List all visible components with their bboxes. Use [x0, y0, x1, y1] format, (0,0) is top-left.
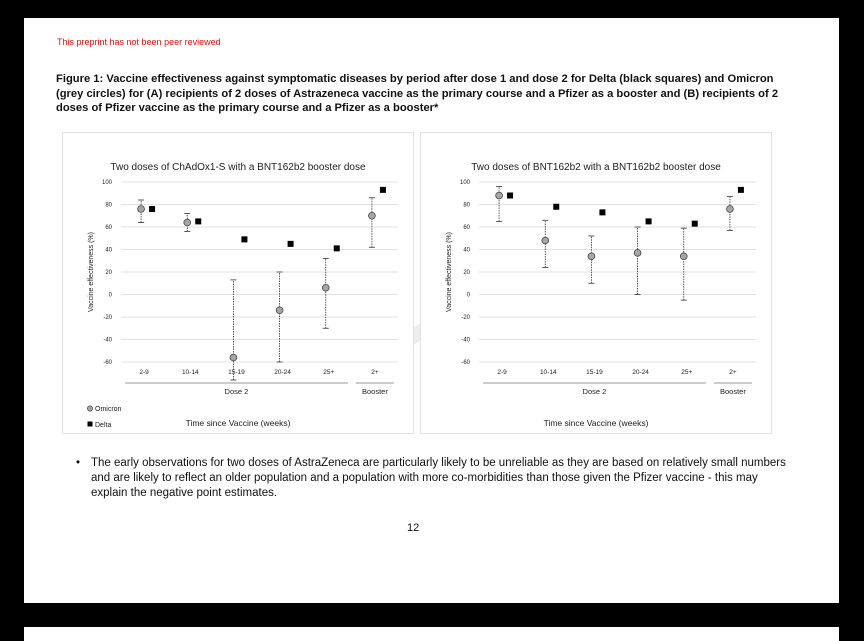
- delta-point: [599, 209, 605, 215]
- omicron-point: [680, 253, 687, 260]
- group-label: Booster: [361, 387, 388, 396]
- omicron-point: [138, 206, 145, 213]
- bullet-icon: •: [76, 457, 81, 469]
- delta-point: [553, 204, 559, 210]
- group-label: Dose 2: [582, 387, 607, 396]
- chart-a-svg: [63, 133, 413, 433]
- delta-point: [195, 218, 201, 224]
- note-text: The early observations for two doses of AstraZeneca are particularly likely to be unreliable as they are based on relatively small numbers and are likely to reflect an older population and a population with more co-morbidities than those given the Pfizer vaccine - this may explain the negative point estimates.: [91, 457, 786, 499]
- delta-point: [380, 187, 386, 193]
- delta-point: [288, 241, 294, 247]
- group-label: Dose 2: [224, 387, 249, 396]
- omicron-point: [322, 284, 329, 291]
- x-tick-label: 10-14: [539, 369, 557, 376]
- y-axis-label: Vaccine effectiveness (%): [446, 232, 453, 312]
- y-tick-label: 80: [105, 202, 112, 209]
- y-tick-label: 0: [108, 292, 112, 299]
- x-tick-label: 15-19: [586, 369, 603, 376]
- y-tick-label: 100: [459, 180, 470, 186]
- x-tick-label: 15-19: [228, 369, 245, 376]
- y-tick-label: 40: [105, 247, 112, 254]
- y-tick-label: 0: [466, 292, 470, 299]
- omicron-point: [588, 253, 595, 260]
- delta-point: [692, 221, 698, 227]
- y-tick-label: -40: [103, 337, 112, 344]
- y-tick-label: -20: [461, 315, 470, 321]
- y-tick-label: 20: [463, 270, 470, 276]
- omicron-point: [542, 237, 549, 244]
- delta-point: [334, 245, 340, 251]
- group-label: Booster: [719, 387, 746, 396]
- x-tick-label: 2+: [729, 369, 737, 376]
- figure-caption: Figure 1: Vaccine effectiveness against symptomatic diseases by period after dose 1 and dose 2 for Delta (black squares) and Omicron (grey circles) for (A) recipients of 2 doses of Astrazeneca vaccine as the primary course and a Pfizer as a booster and (B) recipients of 2 doses of Pfizer vaccine as the primary course and a Pfizer as a booster*: [56, 73, 779, 114]
- x-axis-label: Time since Vaccine (weeks): [185, 418, 291, 428]
- y-tick-label: -60: [461, 360, 470, 366]
- y-tick-label: 60: [463, 225, 470, 231]
- legend-delta-marker: [88, 422, 93, 427]
- x-tick-label: 25+: [681, 369, 693, 376]
- omicron-point: [496, 192, 503, 199]
- legend-omicron-label: Omicron: [95, 406, 122, 413]
- x-tick-label: 25+: [323, 369, 335, 376]
- x-tick-label: 2+: [371, 369, 379, 376]
- y-tick-label: -20: [103, 315, 112, 321]
- delta-point: [646, 218, 652, 224]
- page-number: 12: [407, 522, 420, 534]
- y-tick-label: 20: [105, 270, 112, 276]
- omicron-point: [369, 212, 376, 219]
- legend-delta-label: Delta: [95, 422, 112, 429]
- omicron-point: [276, 307, 283, 314]
- omicron-point: [634, 249, 641, 256]
- x-axis-label: Time since Vaccine (weeks): [543, 418, 649, 428]
- chart-panel-b: [420, 132, 772, 434]
- delta-point: [507, 193, 513, 199]
- chart-b-svg: [421, 133, 771, 433]
- y-tick-label: 80: [463, 202, 470, 209]
- chart-title: Two doses of ChAdOx1-S with a BNT162b2 booster dose: [110, 162, 366, 173]
- preprint-notice: This preprint has not been peer reviewed: [57, 37, 221, 47]
- y-axis-label: Vaccine effectiveness (%): [88, 232, 95, 312]
- next-page-edge: [24, 627, 839, 641]
- x-tick-label: 10-14: [181, 369, 199, 376]
- y-tick-label: 100: [101, 180, 112, 186]
- chart-panel-a: [62, 132, 414, 434]
- delta-point: [149, 206, 155, 212]
- y-tick-label: 60: [105, 225, 112, 231]
- y-tick-label: 40: [463, 247, 470, 254]
- legend-omicron-marker: [87, 406, 92, 411]
- chart-title: Two doses of BNT162b2 with a BNT162b2 booster dose: [471, 162, 721, 173]
- y-tick-label: -60: [103, 360, 112, 366]
- omicron-point: [727, 206, 734, 213]
- x-tick-label: 2-9: [139, 369, 149, 376]
- y-tick-label: -40: [461, 337, 470, 344]
- omicron-point: [184, 219, 191, 226]
- delta-point: [738, 187, 744, 193]
- delta-point: [241, 236, 247, 242]
- x-tick-label: 2-9: [497, 369, 507, 376]
- x-tick-label: 20-24: [632, 369, 649, 376]
- omicron-point: [230, 354, 237, 361]
- x-tick-label: 20-24: [274, 369, 291, 376]
